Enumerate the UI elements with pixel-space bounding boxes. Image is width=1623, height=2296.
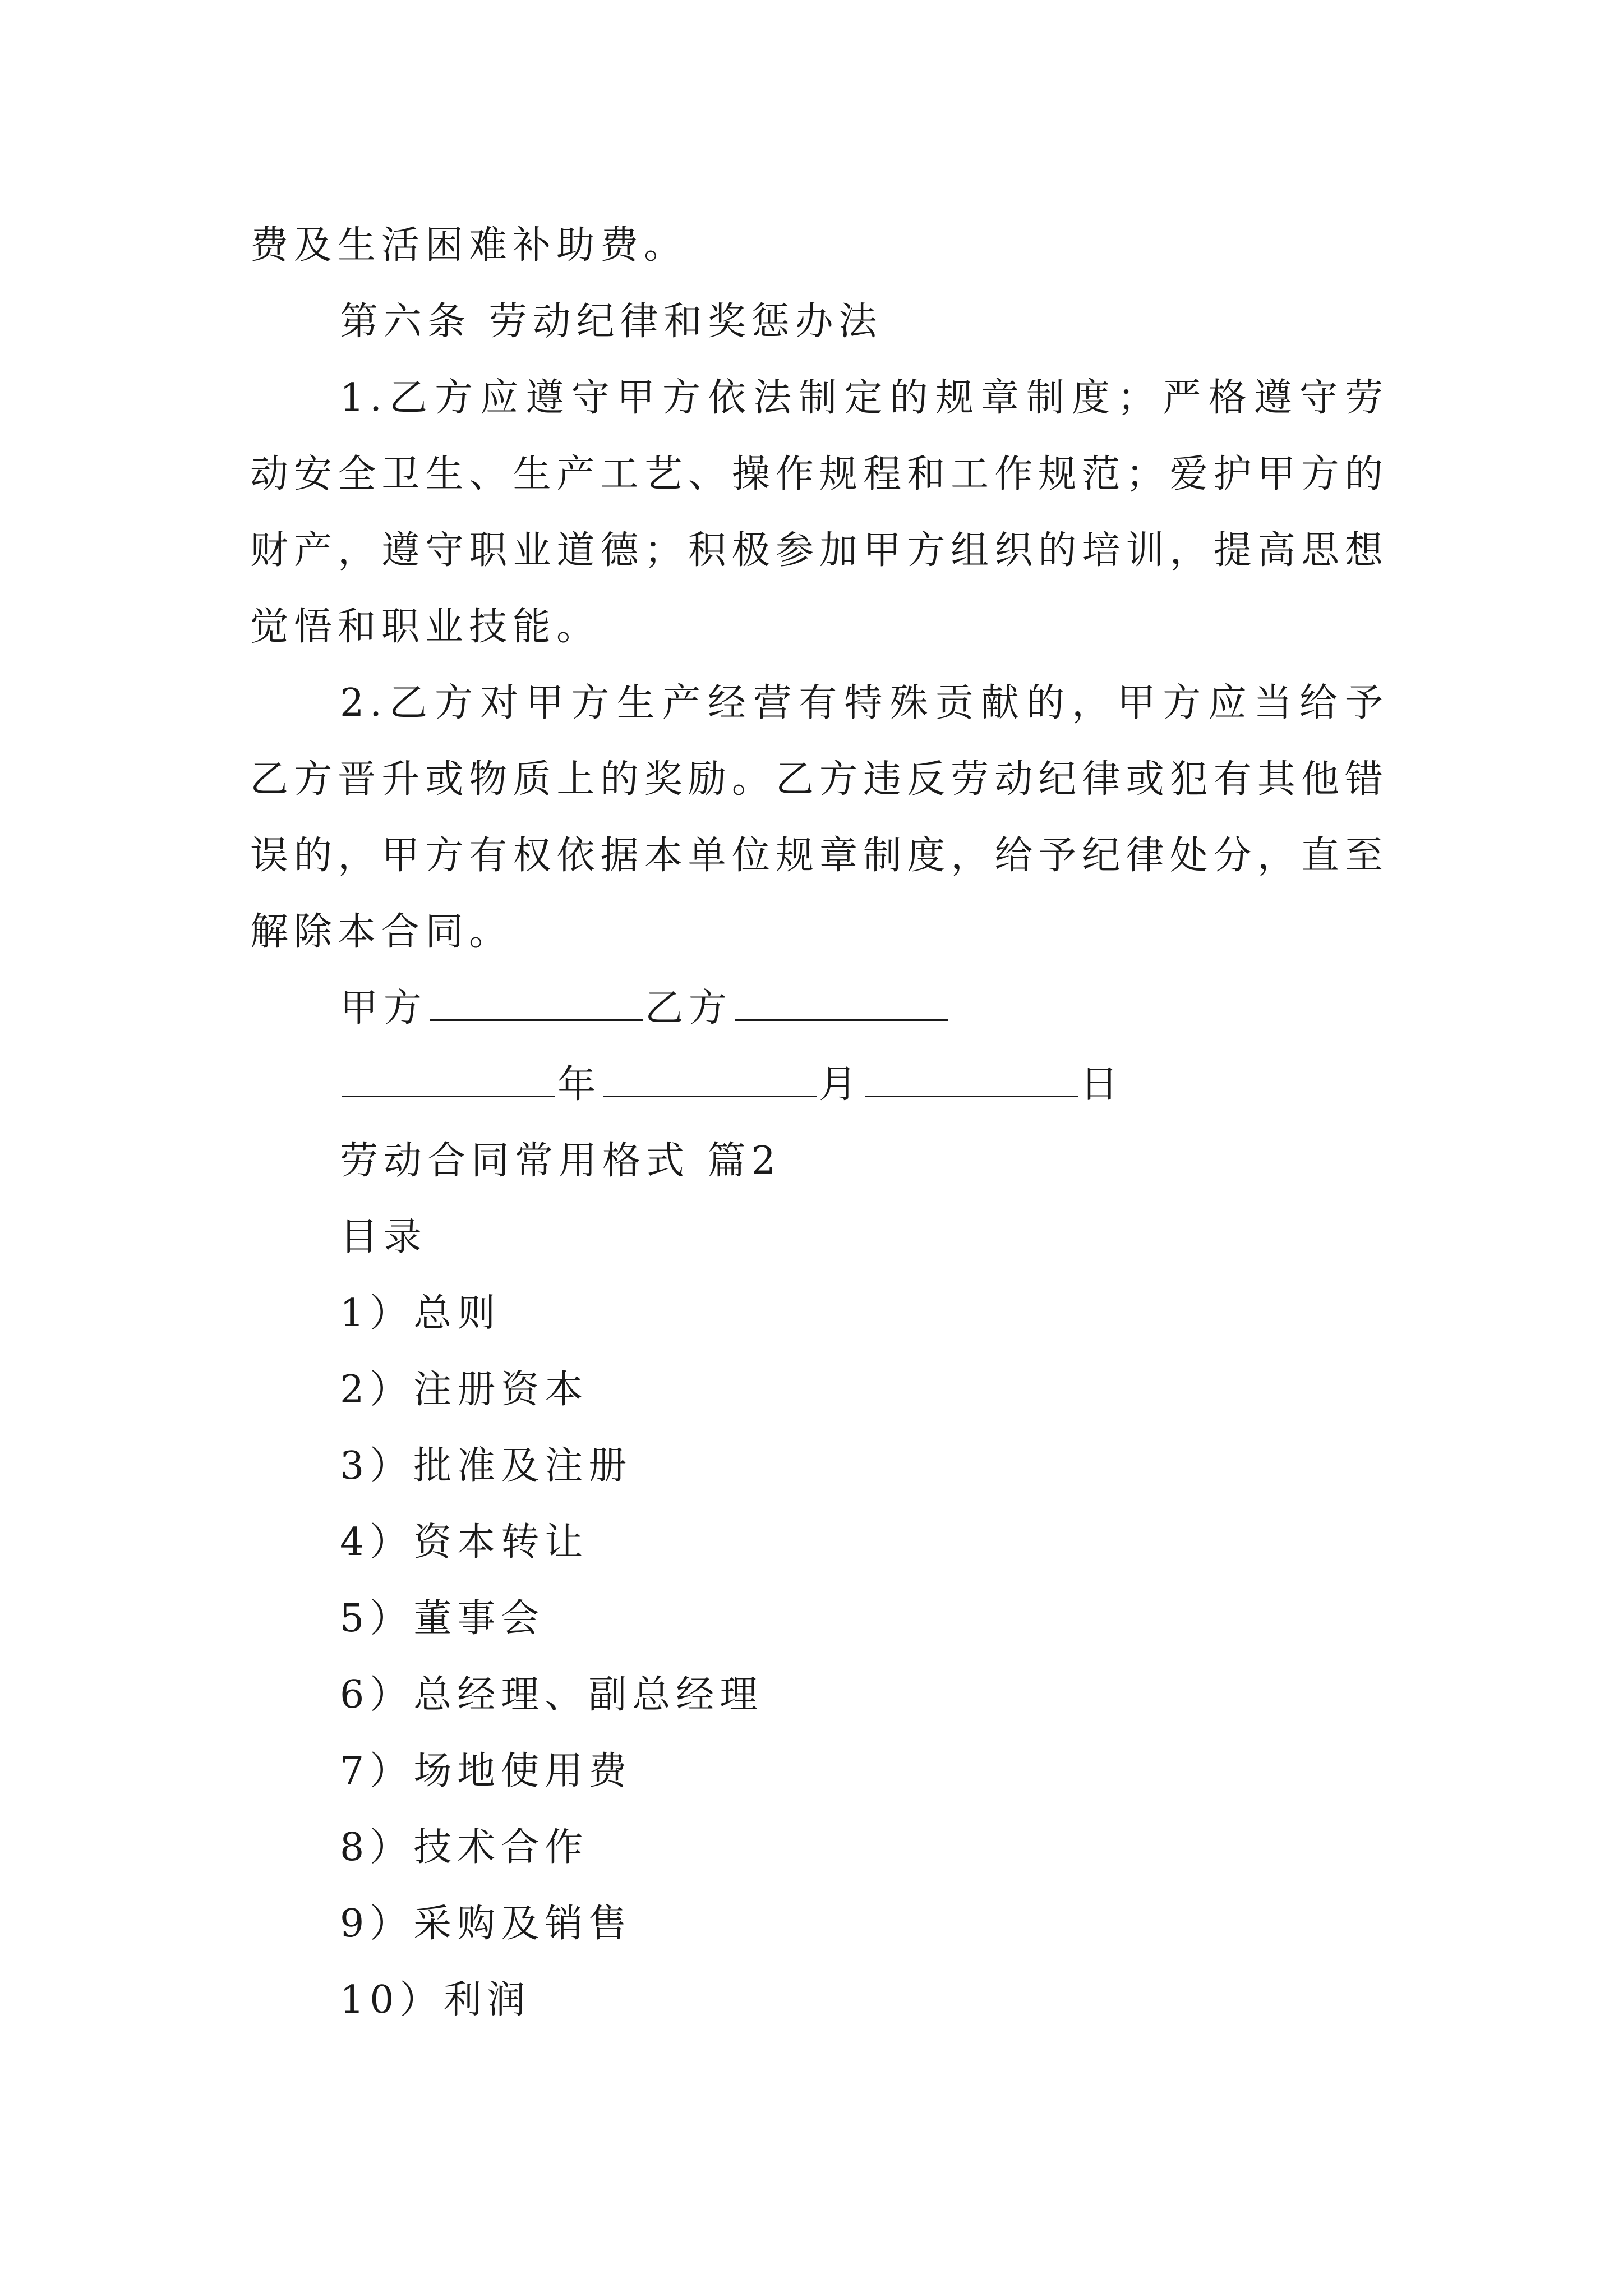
article-6-item-1: 1.乙方应遵守甲方依法制定的规章制度；严格遵守劳动安全卫生、生产工艺、操作规程和工作规范；爱护甲方的财产，遵守职业道德；积极参加甲方组织的培训，提高思想觉悟和职业技能。 (250, 376, 1389, 649)
toc-item: 9）采购及销售 (340, 1902, 633, 1946)
day-blank[interactable] (865, 1056, 1078, 1097)
month-blank[interactable] (603, 1056, 817, 1097)
toc-list (250, 1276, 1389, 2039)
document-body (250, 208, 1389, 2039)
toc-item: 6）总经理、副总经理 (340, 1673, 764, 1717)
toc-item: 10）利润 (340, 1978, 531, 2022)
day-label: 日 (1080, 1062, 1124, 1107)
toc-item: 3）批准及注册 (340, 1444, 633, 1488)
toc-title: 目录 (340, 1215, 428, 1259)
article-6-item-2: 2.乙方对甲方生产经营有特殊贡献的，甲方应当给予乙方晋升或物质上的奖励。乙方违反劳动纪律或犯有其他错误的，甲方有权依据本单位规章制度，给予纪律处分，直至解除本合同。 (250, 681, 1389, 954)
toc-item: 2）注册资本 (340, 1368, 589, 1412)
year-blank[interactable] (342, 1056, 555, 1097)
date-line (340, 1047, 1389, 1123)
toc-item: 5）董事会 (340, 1596, 545, 1641)
party-a-label: 甲方 (340, 986, 428, 1030)
year-label: 年 (557, 1062, 602, 1107)
article-6-heading: 第六条 劳动纪律和奖惩办法 (340, 300, 883, 344)
toc-item: 4）资本转让 (340, 1520, 589, 1565)
intro-tail-paragraph: 费及生活困难补助费。 (250, 223, 688, 268)
signature-line (340, 970, 1389, 1047)
party-b-label: 乙方 (645, 986, 733, 1030)
section-2-title: 劳动合同常用格式 篇2 (340, 1139, 781, 1183)
toc-item: 1）总则 (340, 1291, 501, 1336)
month-label: 月 (819, 1062, 863, 1107)
toc-item: 8）技术合作 (340, 1825, 589, 1870)
toc-item: 7）场地使用费 (340, 1749, 633, 1793)
party-a-blank[interactable] (430, 980, 643, 1021)
party-b-blank[interactable] (735, 980, 948, 1021)
